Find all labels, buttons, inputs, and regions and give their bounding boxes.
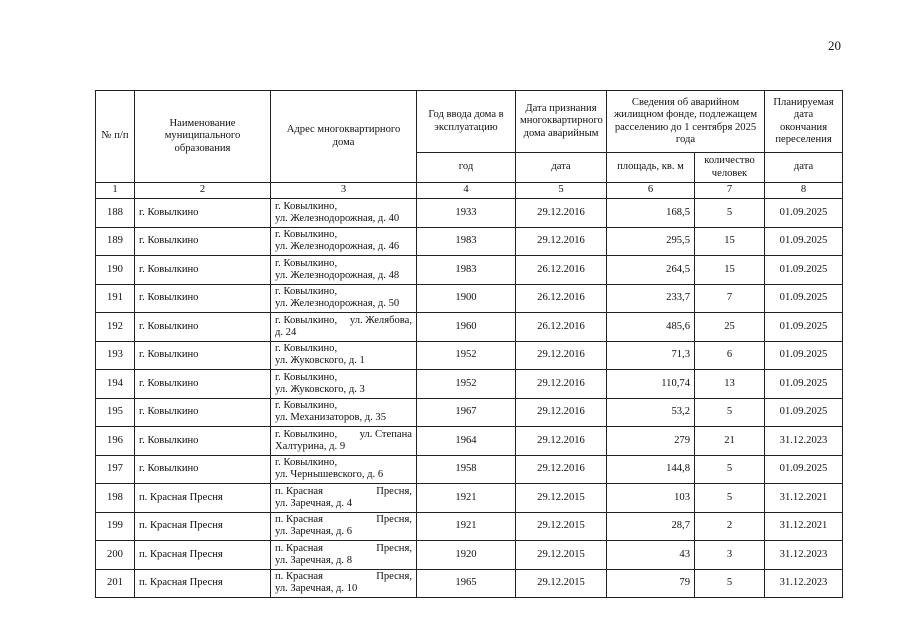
emergency-date: 29.12.2016 [516,398,607,427]
table-row [96,512,843,541]
planned-resettlement-date: 31.12.2023 [765,541,843,570]
header-municipality: Наименование муниципального образования [135,91,271,183]
emergency-date: 29.12.2016 [516,199,607,228]
people-count: 25 [695,313,765,342]
address-line-1 [275,315,412,327]
address-part: г. Ковылкино, [275,200,338,212]
area-sqm: 53,2 [607,398,695,427]
address-cell [271,512,417,541]
page-number: 20 [828,38,841,53]
commission-year: 1933 [417,199,516,228]
column-number: 6 [607,183,695,199]
address-line-2: ул. Жуковского, д. 1 [275,355,365,367]
emergency-date: 26.12.2016 [516,256,607,285]
address-line-1 [275,400,412,412]
row-number: 196 [96,427,135,456]
column-numbers-row [96,183,843,199]
address-cell [271,370,417,399]
address-part: г. Ковылкино, [275,257,338,269]
people-count: 5 [695,569,765,598]
address-line-1 [275,286,412,298]
commission-year: 1967 [417,398,516,427]
address-line-2: ул. Жуковского, д. 3 [275,383,365,395]
column-number: 2 [135,183,271,199]
people-count: 5 [695,455,765,484]
address-part: Пресня, [376,542,412,554]
address-part: Пресня, [376,485,412,497]
row-number: 189 [96,227,135,256]
planned-resettlement-date: 31.12.2021 [765,484,843,513]
people-count: 13 [695,370,765,399]
address-line-2: ул. Заречная, д. 4 [275,497,353,509]
address-cell [271,227,417,256]
emergency-date: 29.12.2015 [516,512,607,541]
municipality-name: п. Красная Пресня [135,484,271,513]
municipality-name: г. Ковылкино [135,370,271,399]
row-number: 192 [96,313,135,342]
people-count: 15 [695,256,765,285]
table-row [96,370,843,399]
subheader-date: дата [516,153,607,183]
address-cell [271,427,417,456]
planned-resettlement-date: 01.09.2025 [765,199,843,228]
address-part: г. Ковылкино, [275,457,338,469]
people-count: 7 [695,284,765,313]
address-line-2: ул. Заречная, д. 6 [275,526,353,538]
address-line-1 [275,201,412,213]
address-part: п. Красная [275,514,323,526]
header-address: Адрес многоквартирного дома [271,91,417,183]
table-row [96,569,843,598]
row-number: 201 [96,569,135,598]
municipality-name: г. Ковылкино [135,227,271,256]
column-number: 4 [417,183,516,199]
address-part: г. Ковылкино, [275,428,338,440]
subheader-plan: дата [765,153,843,183]
address-line-2: ул. Механизаторов, д. 35 [275,412,387,424]
planned-resettlement-date: 01.09.2025 [765,370,843,399]
municipality-name: г. Ковылкино [135,313,271,342]
commission-year: 1921 [417,484,516,513]
address-line-1 [275,429,412,441]
address-line-2: ул. Чернышевского, д. 6 [275,469,384,481]
commission-year: 1964 [417,427,516,456]
address-line-1 [275,229,412,241]
address-line-1 [275,543,412,555]
address-line-1 [275,258,412,270]
address-part: г. Ковылкино, [275,229,338,241]
planned-resettlement-date: 01.09.2025 [765,313,843,342]
municipality-name: г. Ковылкино [135,427,271,456]
commission-year: 1952 [417,370,516,399]
people-count: 2 [695,512,765,541]
planned-resettlement-date: 01.09.2025 [765,227,843,256]
municipality-name: г. Ковылкино [135,398,271,427]
area-sqm: 103 [607,484,695,513]
subheader-year: год [417,153,516,183]
address-cell [271,256,417,285]
people-count: 5 [695,199,765,228]
planned-resettlement-date: 01.09.2025 [765,256,843,285]
commission-year: 1900 [417,284,516,313]
row-number: 193 [96,341,135,370]
emergency-date: 29.12.2016 [516,227,607,256]
commission-year: 1983 [417,256,516,285]
row-number: 191 [96,284,135,313]
table-row [96,256,843,285]
table-body [96,199,843,598]
address-cell [271,455,417,484]
header-date-group: Дата признания многоквартирного дома аварийным [516,91,607,153]
address-part: Пресня, [376,571,412,583]
address-line-1 [275,343,412,355]
table-row [96,313,843,342]
emergency-date: 26.12.2016 [516,284,607,313]
row-number: 194 [96,370,135,399]
municipality-name: п. Красная Пресня [135,541,271,570]
header-info-group: Сведения об аварийном жилищном фонде, подлежащем расселению до 1 сентября 2025 года [607,91,765,153]
table-row [96,541,843,570]
address-line-2: ул. Железнодорожная, д. 46 [275,241,400,253]
address-part: г. Ковылкино, [275,343,338,355]
column-number: 7 [695,183,765,199]
planned-resettlement-date: 31.12.2021 [765,512,843,541]
row-number: 188 [96,199,135,228]
emergency-date: 29.12.2016 [516,427,607,456]
address-line-1 [275,486,412,498]
area-sqm: 168,5 [607,199,695,228]
address-line-2: ул. Заречная, д. 10 [275,583,358,595]
emergency-date: 26.12.2016 [516,313,607,342]
subheader-area: площадь, кв. м [607,153,695,183]
address-part: п. Красная [275,485,323,497]
emergency-date: 29.12.2016 [516,370,607,399]
commission-year: 1921 [417,512,516,541]
commission-year: 1960 [417,313,516,342]
planned-resettlement-date: 01.09.2025 [765,341,843,370]
table-row [96,398,843,427]
people-count: 3 [695,541,765,570]
planned-resettlement-date: 31.12.2023 [765,427,843,456]
municipality-name: г. Ковылкино [135,284,271,313]
table-row [96,199,843,228]
commission-year: 1983 [417,227,516,256]
address-cell [271,284,417,313]
table-row [96,227,843,256]
area-sqm: 279 [607,427,695,456]
area-sqm: 144,8 [607,455,695,484]
emergency-housing-table [95,90,843,598]
municipality-name: г. Ковылкино [135,199,271,228]
area-sqm: 43 [607,541,695,570]
table-row [96,455,843,484]
row-number: 190 [96,256,135,285]
address-part: ул. Степана [359,428,412,440]
area-sqm: 110,74 [607,370,695,399]
planned-resettlement-date: 01.09.2025 [765,398,843,427]
address-part: г. Ковылкино, [275,286,338,298]
address-cell [271,569,417,598]
area-sqm: 264,5 [607,256,695,285]
address-part: п. Красная [275,542,323,554]
address-cell [271,398,417,427]
address-cell [271,199,417,228]
area-sqm: 295,5 [607,227,695,256]
column-number: 8 [765,183,843,199]
area-sqm: 79 [607,569,695,598]
emergency-date: 29.12.2016 [516,341,607,370]
row-number: 198 [96,484,135,513]
municipality-name: г. Ковылкино [135,256,271,285]
row-number: 197 [96,455,135,484]
people-count: 5 [695,484,765,513]
table-row [96,427,843,456]
address-line-1 [275,571,412,583]
address-part: п. Красная [275,571,323,583]
address-line-2: ул. Заречная, д. 8 [275,554,353,566]
municipality-name: г. Ковылкино [135,341,271,370]
area-sqm: 233,7 [607,284,695,313]
address-line-1 [275,514,412,526]
address-line-2: ул. Железнодорожная, д. 50 [275,298,400,310]
address-part: г. Ковылкино, [275,314,338,326]
address-line-1 [275,372,412,384]
address-cell [271,341,417,370]
address-cell [271,313,417,342]
emergency-date: 29.12.2015 [516,541,607,570]
emergency-date: 29.12.2015 [516,569,607,598]
address-line-1 [275,457,412,469]
column-number: 1 [96,183,135,199]
emergency-date: 29.12.2015 [516,484,607,513]
column-number: 5 [516,183,607,199]
area-sqm: 71,3 [607,341,695,370]
row-number: 195 [96,398,135,427]
header-num: № п/п [96,91,135,183]
column-number: 3 [271,183,417,199]
area-sqm: 28,7 [607,512,695,541]
address-line-2: ул. Железнодорожная, д. 48 [275,269,400,281]
address-part: г. Ковылкино, [275,400,338,412]
address-line-2: д. 24 [275,326,297,338]
table-row [96,284,843,313]
commission-year: 1920 [417,541,516,570]
header-year-group: Год ввода дома в эксплуатацию [417,91,516,153]
subheader-people: количество человек [695,153,765,183]
address-line-2: ул. Железнодорожная, д. 40 [275,212,400,224]
people-count: 6 [695,341,765,370]
address-part: ул. Желябова, [349,314,412,326]
table-row [96,484,843,513]
header-plan-group: Планируемая дата окончания переселения [765,91,843,153]
commission-year: 1958 [417,455,516,484]
municipality-name: п. Красная Пресня [135,569,271,598]
planned-resettlement-date: 31.12.2023 [765,569,843,598]
table-row [96,341,843,370]
row-number: 199 [96,512,135,541]
municipality-name: п. Красная Пресня [135,512,271,541]
address-cell [271,541,417,570]
planned-resettlement-date: 01.09.2025 [765,455,843,484]
area-sqm: 485,6 [607,313,695,342]
row-number: 200 [96,541,135,570]
commission-year: 1965 [417,569,516,598]
emergency-date: 29.12.2016 [516,455,607,484]
people-count: 21 [695,427,765,456]
commission-year: 1952 [417,341,516,370]
address-part: г. Ковылкино, [275,371,338,383]
planned-resettlement-date: 01.09.2025 [765,284,843,313]
municipality-name: г. Ковылкино [135,455,271,484]
people-count: 5 [695,398,765,427]
address-cell [271,484,417,513]
address-line-2: Халтурина, д. 9 [275,440,346,452]
address-part: Пресня, [376,514,412,526]
people-count: 15 [695,227,765,256]
